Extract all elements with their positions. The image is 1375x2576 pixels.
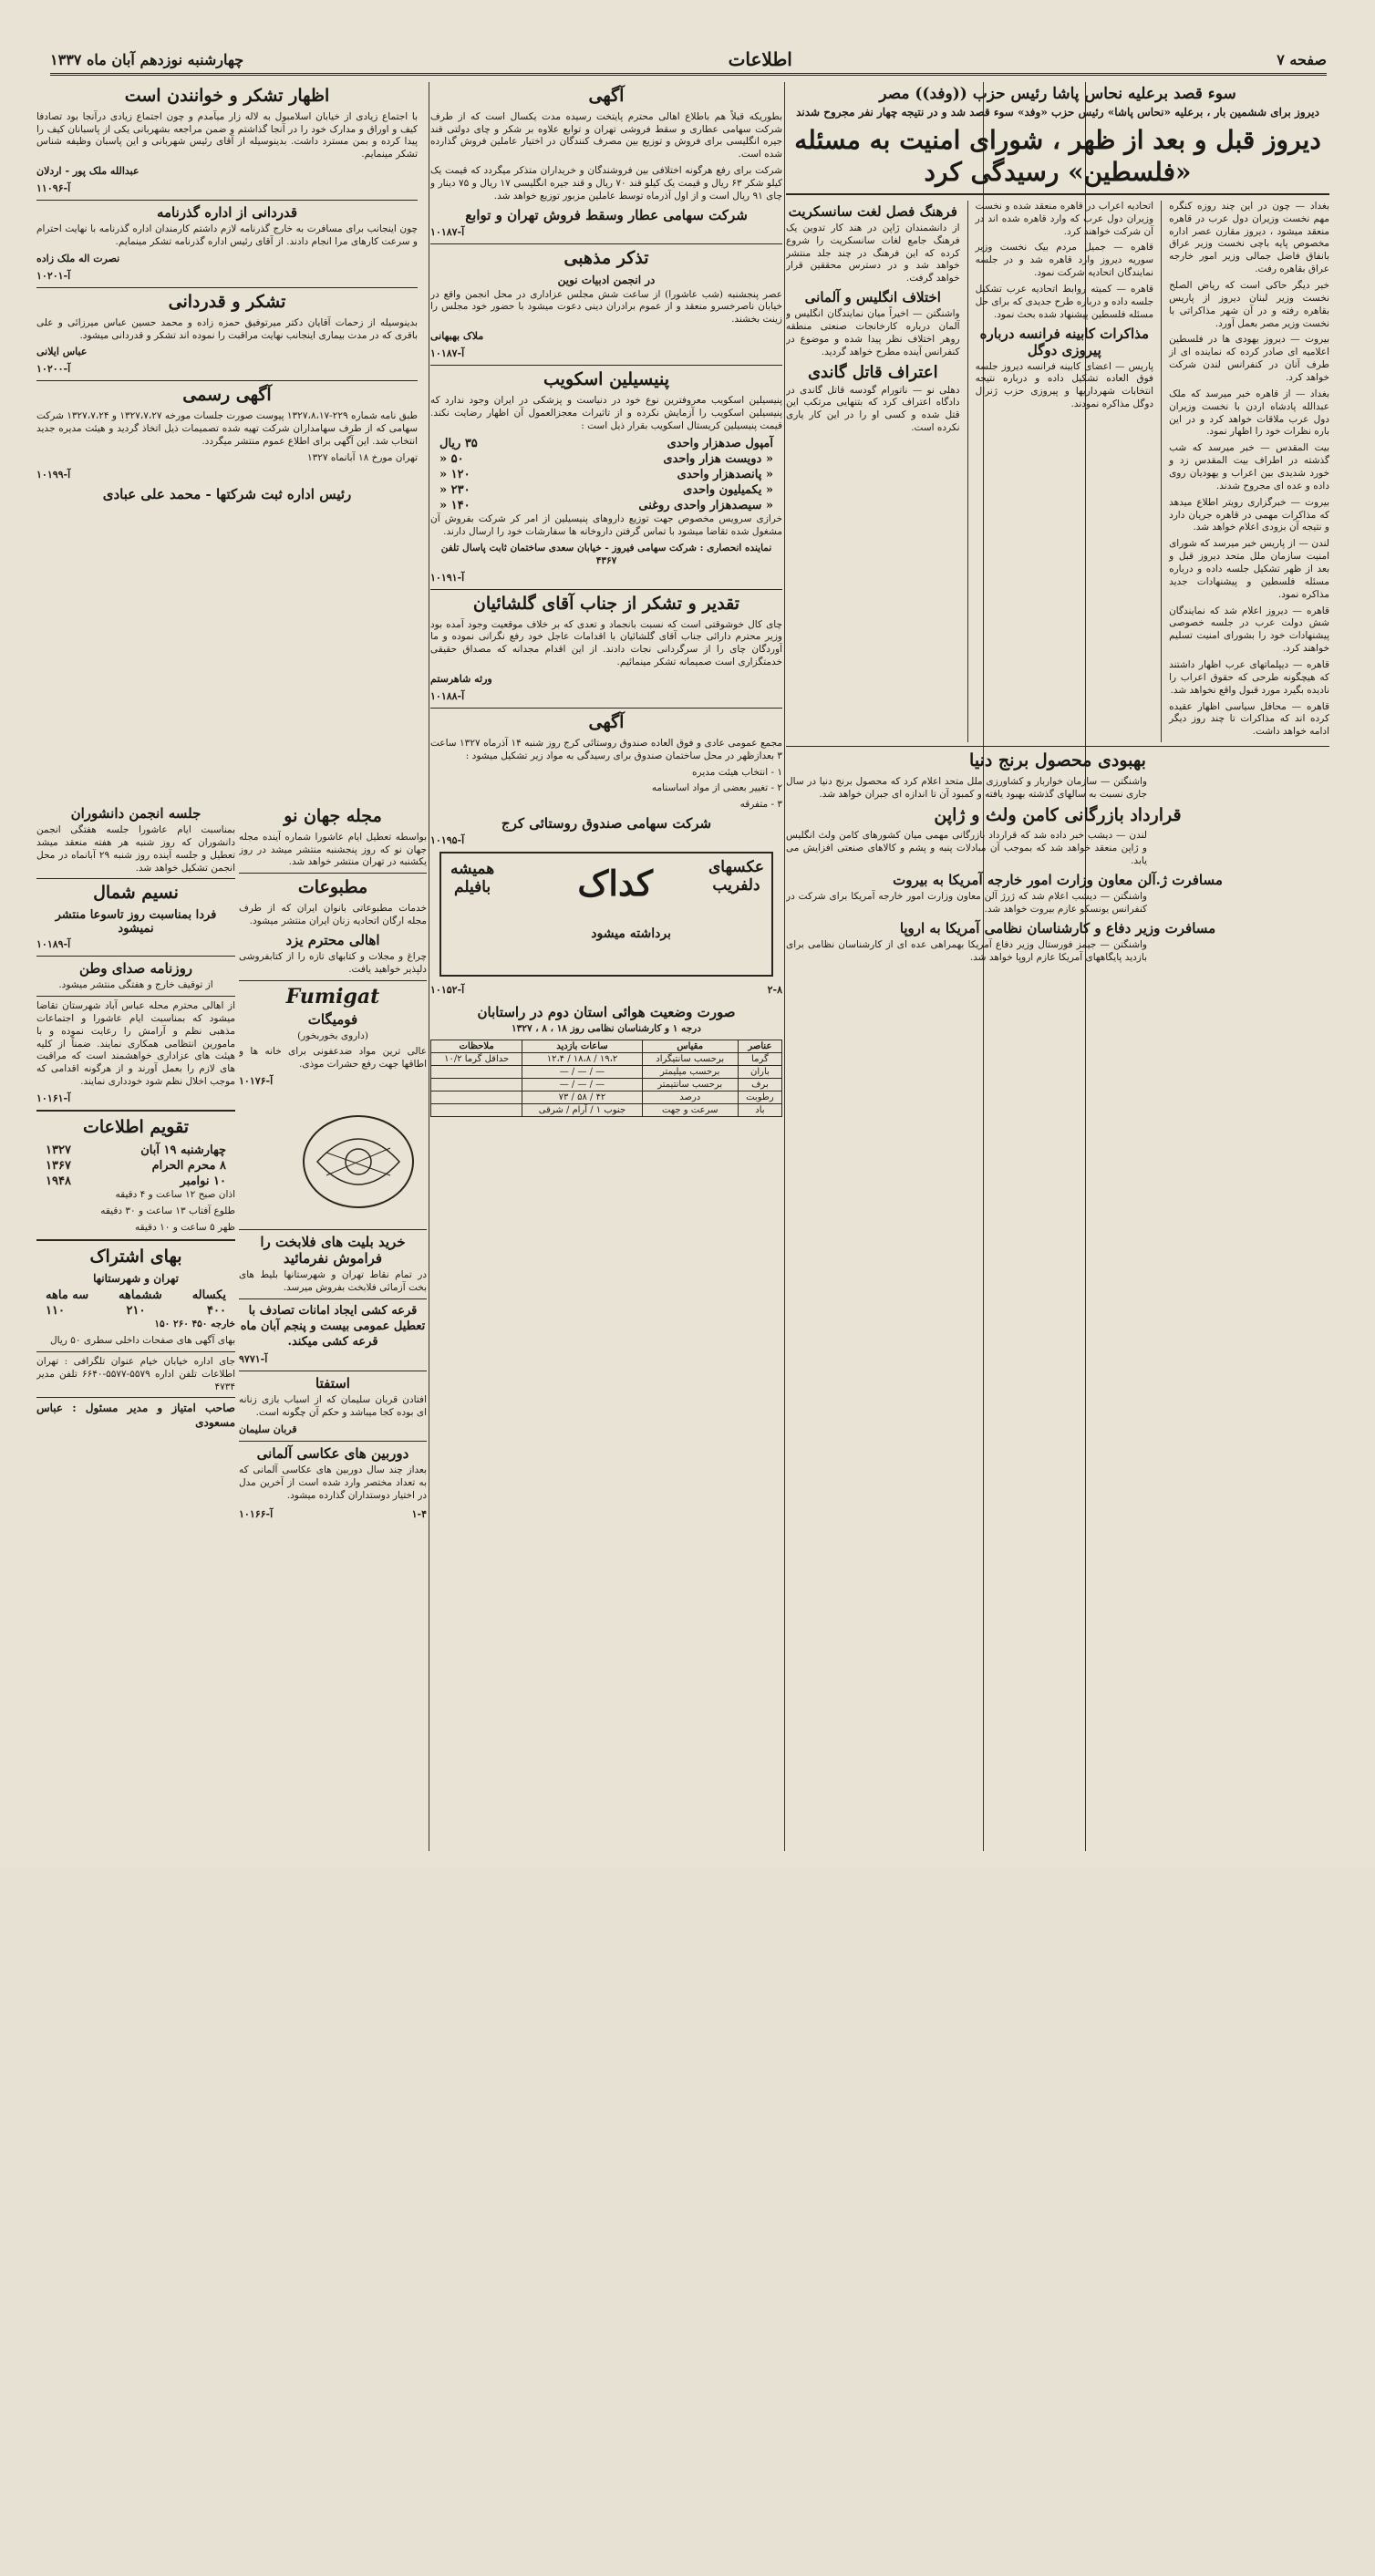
thanks-ad-title: تقدیر و تشکر از جناب آقای گلشائیان: [472, 593, 740, 614]
fumigat-body: عالی ترین مواد ضدعفونی برای خانه ها و اطاقها جهت رفع حشرات موذی.: [239, 1046, 427, 1071]
news-paragraph: بیت المقدس — خبر میرسد که شب گذشته در اطراف بیت المقدس زد و خورد شدیدی بین اعراب و یهودیان روی داده و عده ای مجروح شدند.: [1169, 442, 1329, 491]
table-row: باد سرعت و جهت جنوب ۱ / آرام / شرقی: [431, 1103, 782, 1116]
magazine-body: بواسطه تعطیل ایام عاشورا شماره آینده مجله جهان نو که روز پنجشنبه منتشر میشد در روز یکشنبه در تهران منتشر خواهد شد.: [239, 831, 427, 868]
ad-code: آ-۱۰۱۹۱: [430, 571, 465, 584]
thanks-ad-body: چای کال خوشوقتی است که نسبت بانجماد و تعدی که بر خلاف موقعیت وجود آمده بود وزیر محترم دارائی جناب آقای گلشائیان با اقدامات عاجل خود رفع نگرانی نموده و ما آوردگان چای را از سرگردانی نجات دادند. از این اقدام مجدانه که مصداق حقیقی خدمتگزاری است صمیمانه تشکر مینمائیم.: [430, 618, 782, 668]
subhead-trade: قرارداد بازرگانی کامن ولث و ژاپن: [934, 804, 1182, 825]
ad-code: آ-۱۰۱۹۹: [36, 468, 71, 481]
news-paragraph: قاهره — محافل سیاسی اظهار عقیده کرده اند که مذاکرات تا چند روز دیگر ادامه خواهد داشت.: [1169, 700, 1329, 738]
divider: [786, 193, 1329, 195]
yazd-title: اهالی محترم یزد: [285, 931, 380, 948]
ad-code: آ-۱۰۲۰۱: [36, 269, 71, 282]
office-address: جای اداره خیابان خیام عنوان تلگرافی : تهران اطلاعات تلفن اداره ۵۵۷۹-۵۵۷۷-۶۶۴۰ تلفن مدیر ۴۷۳۴: [36, 1355, 235, 1392]
news-subcol-c: [786, 201, 960, 742]
divider: [36, 878, 235, 879]
yazd-body: چراغ و مجلات و کتابهای تازه را از کتابفروشی دلپذیر خواهید یافت.: [239, 950, 427, 975]
divider: [36, 1239, 235, 1241]
divider: [430, 243, 782, 244]
ad-title: آگهی: [588, 712, 625, 733]
subhead-defense: مسافرت وزیر دفاع و کارشناسان نظامی آمریکا به اروپا: [899, 919, 1216, 936]
penicillin-ad-title: پنیسیلین اسکویب: [543, 369, 669, 390]
ad-body: شرکت برای رفع هرگونه اختلافی بین فروشندگان و خریداران متذکر میگردد که قیمت یک کیلو شکر ۶۳ ریال و قیمت یک کیلو قند ۷۰ ریال و قند جیره انگلیسی ۱۷ ریال و ۷۵ دینار و چای ۹۱ ریال است و از اول آذرماه توسط عاملین مزبور توزیع خواهد شد.: [430, 165, 782, 202]
price-row: « یکمیلیون واحدی ۲۳۰ «: [439, 483, 773, 498]
weather-subtitle: درجه ۱ و کارشناسان نظامی روز ۱۸ ، ۸ ، ۱۳۲۷: [512, 1023, 701, 1035]
news-subcol-a: [1169, 201, 1329, 742]
subhead-confession: اعتراف قاتل گاندی: [807, 362, 938, 382]
gratitude-signature: عباس ایلانی: [36, 346, 88, 358]
news-paragraph: واشنگتن — سازمان خواربار و کشاورزی ملل متحد اعلام کرد که محصول برنج دنیا در سال جاری نسبت به سالهای گذشته بهبود یافته و کمبود آن تا اندازه ای جبران خواهد شد.: [786, 775, 1147, 800]
agenda-item: ۲ - تغییر بعضی از مواد اساسنامه: [651, 782, 782, 794]
news-paragraph: واشنگتن — دیشب اعلام شد که ژرژ آلن معاون وزارت امور خارجه آمریکا برای شرکت در کنفرانس یونسکو عازم بیروت خواهد شد.: [786, 891, 1147, 915]
ad-codes: [430, 982, 782, 1001]
news-paragraph: واشنگتن — جیمز فورستال وزیر دفاع آمریکا بهمراهی عده ای از کارشناسان نظامی برای بازدید پایگاههای آمریکا عازم اروپا خواهد شد.: [786, 938, 1147, 963]
kodak-ad: [439, 852, 773, 977]
penicillin-ad-body: خرازی سرویس مخصوص جهت توزیع داروهای پنیسیلین از امر کر شرکت بفروش آن مشغول شده تقاضا میشود با تماس گرفتن داروخانه ها سفارشات خود را ارسال دارند.: [430, 513, 782, 538]
religious-notice-sub: در انجمن ادبیات نوین: [557, 273, 656, 286]
thanks-body: با اجتماع زیادی از خیابان اسلامبول به لاله زار میآمدم و چون اجتماع زیادی درآنجا بود تصادفا کیف و اوراق و مدارک خود را در آنجا گذاشتم و ضمن مراجعه بشهربانی یکی از پاسبانان کیف را پیدا کرده و بمن مسترد داشت. بدینوسیله از آقای رئیس شهربانی و این پاسبان وظیفه شناس تشکر مینمایم.: [36, 110, 418, 160]
official-notice-title: آگهی رسمی: [182, 385, 272, 406]
divider: [430, 708, 782, 709]
ad-code: ۲-۸: [767, 984, 782, 997]
kodak-tagline: برداشته میشود: [591, 926, 671, 942]
religious-notice-title: تذکر مذهبی: [563, 247, 649, 268]
fumigat-note: (داروی بخوربخور): [297, 1029, 368, 1041]
calendar-row: ظهر ۵ ساعت و ۱۰ دقیقه: [134, 1221, 235, 1233]
passport-thanks-title: قدردانی از اداره گذرنامه: [156, 204, 298, 222]
penicillin-ad-signature: نماینده انحصاری : شرکت سهامی فیروز - خیابان سعدی ساختمان ثابت پاسال تلفن ۴۳۶۷: [440, 543, 772, 566]
calendar-row: اذان صبح ۱۲ ساعت و ۴ دقیقه: [115, 1188, 235, 1200]
divider: [239, 980, 427, 981]
calendar: [36, 1143, 235, 1235]
religious-notice-signature: ملاک بهبهانی: [430, 330, 484, 343]
fumigat-logo: Fumigat: [285, 984, 380, 1009]
page-number: صفحه ۷: [1277, 50, 1327, 68]
main-news-body: [786, 201, 1329, 742]
ad-signature: شرکت سهامی عطار وسقط فروش تهران و توابع: [465, 206, 748, 223]
ad-body: بطوریکه قبلاً هم باطلاع اهالی محترم پایتخت رسیده مدت یکسال است که از طرف شرکت سهامی عطاری و سقط فروشی تهران و توابع علاوه بر شکر و چای دولتی قند جیره انگلیسی برای فروش و توزیع بین مصرف کنندگان در اختیار عاملین فروش گذارده شده است.: [430, 110, 782, 160]
ads-column: [430, 82, 782, 1856]
ad-body: مجمع عمومی عادی و فوق العاده صندوق روستائی کرج روز شنبه ۱۴ آذرماه ۱۳۲۷ ساعت ۳ بعدازظهر در محل ساختمان صندوق برای رسیدگی به مواد زیر تشکیل میشود :: [430, 737, 782, 761]
table-row: گرما برحسب سانتیگراد ۱۹،۲ / ۱۸،۸ / ۱۲،۴ حداقل گرما ۱۰/۲: [431, 1052, 782, 1065]
date-line: چهارشنبه نوزدهم آبان ماه ۱۳۳۷: [50, 50, 244, 68]
divider: [239, 873, 427, 874]
table-row: باران برحسب میلیمتر — / — / —: [431, 1065, 782, 1078]
fatwa-signature: قربان سلیمان: [239, 1423, 297, 1435]
notices-column-top: [36, 82, 418, 802]
divider: [239, 1229, 427, 1230]
subhead-cabinet: مذاکرات کابینه فرانسه درباره پیروزی دوگل: [979, 325, 1150, 358]
ad-code: آ-۱۰۱۶۱: [36, 1092, 71, 1105]
calendar-title: تقویم اطلاعات: [82, 1117, 189, 1138]
price-row: « دویست هزار واحدی ۵۰ «: [439, 452, 773, 467]
subscription-abroad: خارجه ۴۵۰ ۲۶۰ ۱۵۰: [154, 1319, 235, 1330]
ad-code: آ-۱۰۱۸۸: [430, 690, 465, 703]
divider: [36, 1110, 235, 1112]
divider: [786, 746, 1329, 747]
divider: [36, 1397, 235, 1398]
ad-code: آ-۱۰۱۹۵: [430, 834, 465, 847]
divider: [36, 956, 235, 957]
table-header-row: عناصر مقیاس ساعات بازدید ملاحظات: [431, 1040, 782, 1052]
residents-notice: از اهالی محترم محله عباس آباد شهرستان تقاضا میشود که بمناسبت ایام عاشورا و اجتماعات مذهبی نظم و آرامش را رعایت نموده و با مامورین انتظامی همکاری نمایند. ضمناً از کلیه هیئت های عزاداری خواهشمند است که مراقبت های لازم را بعمل آورند و از هرگونه اقدامی که موجب اخلال نظم شود خودداری نمایند.: [36, 1000, 235, 1088]
penicillin-ad-body: پنیسیلین اسکویب معروفترین نوع خود در دنیاست و پزشکی در ایران وجود ندارد که پنیسیلین اسکویب را آزمایش نکرده و از تاثیرات معجزالعمول آن اظهار رضایت نکند. قیمت پنیسیلین کریستال اسکویب بقرار ذیل است :: [430, 394, 782, 431]
news-paragraph: بیروت — دیروز یهودی ها در فلسطین اعلامیه ای صادر کرده که نماینده ای از طرف آنان در کنفرانس لندن شرکت خواهد کرد.: [1169, 334, 1329, 383]
price-list: [430, 436, 782, 513]
kodak-text: عکسهای دلفریب: [708, 858, 764, 895]
page-header: [50, 46, 1327, 76]
subhead-travel: مسافرت ژ.آلن معاون وزارت امور خارجه آمریکا به بیروت: [893, 872, 1223, 888]
news-paragraph: قاهره — دیپلماتهای عرب اظهار داشتند که هیچگونه طرحی که حقوق اعراب را نادیده بگیرد مورد قبول واقع نخواهد شد.: [1169, 659, 1329, 696]
society-body: بمناسبت ایام عاشورا جلسه هفتگی انجمن دانشوران که روز شنبه هر هفته منعقد میشد تعطیل و جلسه آینده روز شنبه ۲۹ آبانماه در محل انجمن تشکیل خواهد شد.: [36, 824, 235, 874]
ad-signature: شرکت سهامی صندوق روستائی کرج: [501, 815, 712, 833]
owner-line: صاحب امتیاز و مدیر مسئول : عباس مسعودی: [36, 1402, 235, 1430]
camera-ad-body: بعداز چند سال دوربین های عکاسی آلمانی که به تعداد مختصر وارد شده است از آخرین مدل در اختیار دوستداران گذارده میشود.: [239, 1464, 427, 1501]
news-paragraph: قاهره — دیروز اعلام شد که نمایندگان شش دولت عرب در جلسه خصوصی پیشنهادات خود را بشورای امنیت تسلیم خواهند کرد.: [1169, 605, 1329, 655]
weather-title: صورت وضعیت هوائی استان دوم در راستابان: [477, 1004, 736, 1021]
subhead-rice: بهبودی محصول برنج دنیا: [969, 750, 1146, 771]
subscription-sub: تهران و شهرستانها: [93, 1272, 179, 1286]
news-paragraph: بغداد — از قاهره خبر میرسد که ملک عبدالله پادشاه اردن با نخست وزیران دول عرب ملاقات خواهد کرد و در این باره نظرات خود را اظهار نمود.: [1169, 388, 1329, 438]
official-notice-signature: رئیس اداره ثبت شرکتها - محمد علی عبادی: [102, 485, 352, 502]
news-lead: اتحادیه اعراب در قاهره منعقد شده و نخست وزیران دول عرب که وارد قاهره شده اند در آن شرکت خواهند کرد.: [975, 200, 1154, 237]
ad-code: آ-۱۱۰۹۶: [36, 182, 71, 195]
fatwa-body: افتادن قربان سلیمان که از اسباب بازی زنانه ای بوده کجا میباشد و حکم آن چگونه است.: [239, 1394, 427, 1419]
sada-title: روزنامه صدای وطن: [78, 960, 193, 978]
notices-column-bottom: [36, 802, 235, 1856]
news-paragraph: واشنگتن — اخیراً میان نمایندگان انگلیس و آلمان درباره کارخانجات صنعتی منطقه روهر اختلاف نظر پیدا شده و موضوع در کنفرانس آینده مطرح خواهد گردید.: [786, 308, 960, 357]
divider: [36, 996, 235, 997]
subhead-alliance: اختلاف انگلیس و آلمانی: [804, 289, 941, 306]
press-body: خدمات مطبوعاتی بانوان ایران که از طرف مجله ارگان اتحادیه زنان ایران منتشر میشود.: [239, 903, 427, 926]
price-row: آمپول صدهزار واحدی ۳۵ ریال: [439, 437, 773, 451]
divider: [239, 1298, 427, 1299]
divider: [36, 380, 418, 381]
subscription-note: بهای آگهی های صفحات داخلی سطری ۵۰ ریال: [50, 1335, 235, 1346]
news-paragraph: پاریس — اعضای کابینه فرانسه دیروز جلسه فوق العاده تشکیل داده و درباره نتیجه انتخابات شهرداریها و پیروزی حزب ژنرال دوگل مذاکره نمودند.: [975, 360, 1154, 410]
stamp-illustration: [290, 1098, 427, 1216]
agenda-item: ۱ - انتخاب هیئت مدیره: [692, 766, 782, 778]
kodak-logo: کداک: [577, 863, 653, 905]
kodak-text: همیشه بافیلم: [450, 860, 495, 896]
table-row: رطوبت درصد ۴۲ / ۵۸ / ۷۳: [431, 1091, 782, 1103]
ad-code: آ-۱۰۲۰۰: [36, 363, 71, 376]
ad-code: آ-۱۰۱۸۷: [430, 347, 465, 360]
calendar-row: طلوع آفتاب ۱۳ ساعت و ۳۰ دقیقه: [100, 1205, 235, 1216]
main-headline: دیروز قبل و بعد از ظهر ، شورای امنیت به مسئله «فلسطین» رسیدگی کرد: [794, 124, 1321, 187]
religious-notice-body: عصر پنجشنبه (شب عاشورا) از ساعت شش مجلس عزاداری در محل انجمن واقع در خیابان ناصرخسرو منعقد و از عموم برادران دینی دعوت میشود با حضور خود مجلس را زینت بخشند.: [430, 288, 782, 326]
divider: [36, 200, 418, 201]
paper-name: اطلاعات: [728, 48, 792, 70]
gratitude-body: بدینوسیله از زحمات آقایان دکتر میرتوفیق حمزه زاده و محمد حسین عباس میرزائی و علی باقری که در مدت بیماری اینجانب نهایت مراقبت را نموده اند تشکر و قدردانی میشود.: [36, 316, 418, 341]
divider: [430, 365, 782, 366]
kicker-headline: سوء قصد برعلیه نحاس پاشا رئیس حزب ((وفد)) مصر: [879, 85, 1236, 103]
thanks-ad-signature: ورثه شاهرستم: [430, 673, 492, 686]
divider: [430, 589, 782, 590]
thanks-title: اظهار تشکر و خوانندن است: [124, 86, 330, 106]
news-subcol-b: [976, 201, 1154, 742]
camera-ad-title: دوربین های عکاسی آلمانی: [256, 1445, 409, 1462]
lottery-body: در تمام نقاط تهران و شهرستانها بلیط های بخت آزمائی فلابخت بفروش میرسد.: [239, 1269, 427, 1293]
thanks-signature: عبدالله ملک پور - اردلان: [36, 165, 140, 178]
calendar-row: ۸ محرم الحرام ۱۳۶۷: [46, 1158, 226, 1173]
calendar-row: ۱۰ نوامبر ۱۹۴۸: [46, 1174, 226, 1188]
divider: [239, 1441, 427, 1442]
divider: [36, 287, 418, 288]
price-row: « پانصدهزار واحدی ۱۲۰ «: [439, 468, 773, 482]
news-paragraph: بیروت — خبرگزاری رویتر اطلاع میدهد که مذاکرات مهمی در قاهره جریان دارد و نتیجه آن بزودی اعلام خواهد شد.: [1169, 496, 1329, 533]
nasim-body: فردا بمناسبت روز تاسوعا منتشر نمیشود: [55, 908, 217, 936]
ad-code: آ-۱۰۱۶۶: [239, 1507, 274, 1520]
press-title: مطبوعات: [297, 877, 368, 898]
ad-code: آ-۱۰۱۸۹: [36, 938, 71, 951]
subscription-title: بهای اشتراک: [89, 1247, 182, 1267]
news-paragraph: خبر دیگر حاکی است که ریاض الصلح نخست وزیر لبنان دیروز از پاریس بقاهره رفته و در آن شهر مذاکراتی با نخست وزیر مصر بعمل آورد.: [1169, 279, 1329, 329]
news-paragraph: دهلی نو — ناتورام گودسه قاتل گاندی در دادگاه اعتراف کرد که بتنهایی مرتکب این قتل شده و کسی او را در این کار یاری نکرده است.: [786, 384, 960, 434]
divider: [36, 1351, 235, 1352]
price-row: « سیصدهزار واحدی روغنی ۱۴۰ «: [439, 499, 773, 513]
lottery-title: خرید بلیت های فلابخت را فراموش نفرمائید: [260, 1234, 406, 1267]
fatwa-title: استفتا: [315, 1375, 350, 1392]
draw-notice: قرعه کشی ایجاد امانات تصادف با تعطیل عمومی بیست و پنجم آبان ماه قرعه کشی میکند.: [240, 1303, 426, 1350]
subhead-culture: فرهنگ فصل لغت سانسکریت: [788, 202, 957, 220]
magazine-title: مجله جهان نو: [284, 806, 382, 826]
news-lead: بغداد — چون در این چند روزه کنگره مهم نخست وزیران دول عرب در قاهره منعقد میشود ، دیروز مقارن عصر اداره مخصوص پایه باچی نخست وزیر عراق بانفاق فاضل جمالی وزیر امور خارجه عراق بقاهره رفت.: [1169, 200, 1329, 275]
official-notice-date: تهران مورخ ۱۸ آبانماه ۱۳۲۷: [306, 451, 418, 463]
news-paragraph: لندن — از پاریس خبر میرسد که شورای امنیت سازمان ملل متحد دیروز قبل و بعد از ظهر تشکیل جلسه داده و درباره مسئله فلسطین و پیشنهادات جدید مذاکره نمود.: [1169, 538, 1329, 600]
news-paragraph: از دانشمندان ژاپن در هند کار تدوین یک فرهنگ جامع لغات سانسکریت را شروع کرده که این فرهنگ در چند جلد منتشر خواهد شد و در دسترس محققین قرار خواهد گرفت.: [786, 222, 960, 284]
agenda-item: ۳ - متفرقه: [739, 799, 782, 811]
ad-code: آ-۹۷۷۱: [239, 1353, 268, 1366]
news-paragraph: لندن — دیشب خبر داده شد که قرارداد بازرگانی مهمی میان کشورهای کامن ولث انگلیس و ژاپن منعقد خواهد شد که بموجب آن مبادلات پنبه و پشم و کالاهای صنعتی افزایش می یابد.: [786, 830, 1147, 867]
small-notices-column: [239, 802, 427, 2576]
subscription-headers: یکساله ششماهه سه ماهه: [46, 1288, 226, 1303]
official-notice-body: طبق نامه شماره ۲۲۹-۱۳۲۷،۸،۱۷ پیوست صورت جلسات مورخه ۱۳۲۷،۷،۲۷ و ۱۳۲۷،۷،۲۴ شرکت سهامی که از طرف سهامداران شرکت تهیه شده تصمیمات ذیل اتخاذ گردید و هیئت مدیره جدید انتخاب شد. این آگهی برای اطلاع عموم منتشر میگردد.: [36, 410, 418, 447]
passport-thanks-signature: نصرت اله ملک زاده: [36, 252, 120, 264]
column-rule: [784, 82, 785, 1851]
ad-code: آ-۱۰۱۵۲: [430, 984, 465, 997]
society-title: جلسه انجمن دانشوران: [70, 805, 202, 822]
main-news-column: [786, 82, 1329, 1856]
news-paragraph: قاهره — جمیل مردم بیک نخست وزیر سوریه دیروز وارد قاهره شد و در جلسه نمایندگان اتحادیه شرکت نمود.: [975, 242, 1154, 279]
calendar-row: چهارشنبه ۱۹ آبان ۱۳۲۷: [46, 1143, 226, 1157]
subscription-values: ۴۰۰ ۲۱۰ ۱۱۰: [46, 1304, 226, 1319]
ad-code: آ-۱۰۱۷۶: [239, 1075, 274, 1088]
ad-code: ۱-۴: [411, 1507, 427, 1520]
news-paragraph: قاهره — کمیته روابط اتحادیه عرب تشکیل جلسه داده و درباره طرح جدیدی که برای حل مسئله فلسطین پیشنهاد شده بحث نمود.: [975, 283, 1154, 320]
sada-body: از توقیف خارج و هفتگی منتشر میشود.: [58, 979, 213, 991]
ad-title: آگهی: [588, 86, 625, 106]
weather-table: [430, 1040, 782, 1117]
passport-thanks-body: چون اینجانب برای مسافرت به خارج گذرنامه لازم داشتم کارمندان اداره گذرنامه با نهایت احترام و سرعت کارهای مرا انجام دادند. از آقای رئیس اداره گذرنامه تشکر مینمایم.: [36, 223, 418, 248]
kicker-subtext: دیروز برای ششمین بار ، برعلیه «نحاس پاشا» رئیس حزب «وفد» سوء قصد شد و در نتیجه چهار نفر مجروح شدند: [796, 106, 1319, 119]
gratitude-title: تشکر و قدردانی: [168, 291, 286, 312]
nasim-title: نسیم شمال: [93, 883, 179, 904]
ad-codes: [239, 1506, 427, 1526]
fumigat-title: فومیگات: [307, 1010, 358, 1028]
table-row: برف برحسب سانتیمتر — / — / —: [431, 1078, 782, 1091]
ad-code: آ-۱۰۱۸۷: [430, 225, 465, 238]
